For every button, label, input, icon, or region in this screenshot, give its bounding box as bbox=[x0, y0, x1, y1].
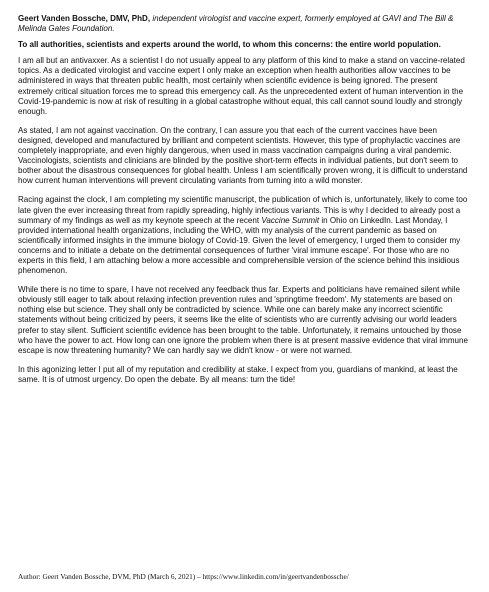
paragraph-silence: While there is no time to spare, I have not received any feedback thus far. Experts and politicians have remained silent while obviously still eager to talk about relaxing infection prevention rules and 'springtime freedom'. My statements are based on nothing else but science. They shall only be contradicted by science. While one can barely make any incorrect scientific statements without being criticized by peers, it seems like the elite of scientists who are currently advising our world leaders prefer to stay silent. Sufficient scientific evidence has been brought to the table. Unfortunately, it remains untouched by those who have the power to act. How long can one ignore the problem when there is at present massive evidence that viral immune escape is now threatening humanity? We can hardly say we didn't know - or were not warned. bbox=[18, 285, 468, 355]
author-name: Geert Vanden Bossche, DMV, PhD, bbox=[18, 14, 151, 23]
letter-page bbox=[18, 14, 474, 394]
racing-text-after: in Ohio on LinkedIn. Last Monday, I provided international health organizations, including the WHO, with my analysis of the current pandemic as based on scientifically informed insights in the immune biology of Covid-19. Given the level of emergency, I urged them to consider my concerns and to initiate a debate on the detrimental consequences of further 'viral immune escape'. For those who are no experts in this field, I am attaching below a more accessible and comprehensible version of the science behind this insidious phenomenon. bbox=[18, 215, 461, 276]
author-role: independent virologist and vaccine expert, formerly employed at GAVI and The Bill & Melinda Gates Foundation. bbox=[18, 14, 454, 34]
letter-header bbox=[18, 14, 474, 34]
racing-text-before: Racing against the clock, I am completing my scientific manuscript, the publication of which is, unfortunately, likely to come too late given the ever increasing threat from rapidly spreading, highly infectious variants. This is why I decided to already post a summary of my findings as well as my keynote speech at the recent bbox=[18, 195, 468, 225]
author-footer: Author: Geert Vanden Bossche, DVM, PhD (March 6, 2021) – https://www.linkedin.com/in/geertvandenbossche/ bbox=[18, 572, 349, 581]
paragraph-intro: I am all but an antivaxxer. As a scientist I do not usually appeal to any platform of this kind to make a stand on vaccine-related topics. As a dedicated virologist and vaccine expert I only make an exception when health authorities allow vaccines to be administered in ways that threaten public health, most certainly when scientific evidence is being ignored. The present extremely critical situation forces me to spread this emergency call. As the unprecedented extent of human intervention in the Covid-19-pandemic is now at risk of resulting in a global catastrophe without equal, this call cannot sound loudly and strongly enough. bbox=[18, 56, 465, 116]
vaccine-summit-emphasis: Vaccine Summit bbox=[261, 215, 320, 225]
paragraph-closing: In this agonizing letter I put all of my reputation and credibility at stake. I expect from you, guardians of mankind, at least the same. It is of utmost urgency. Do open the debate. By all means: turn the tide! bbox=[18, 364, 458, 384]
letter-address: To all authorities, scientists and experts around the world, to whom this concerns: the entire world population. bbox=[18, 40, 441, 50]
paragraph-racing bbox=[18, 195, 474, 276]
paragraph-stance: As stated, I am not against vaccination. On the contrary, I can assure you that each of the current vaccines have been designed, developed and manufactured by brilliant and competent scientists. However, this type of prophylactic vaccines are completely inappropriate, and even highly dangerous, when used in mass vaccination campaigns during a viral pandemic. Vaccinologists, scientists and clinicians are blinded by the positive short-term effects in individual patients, but don't seem to bother about the disastrous consequences for global health. Unless I am scientifically proven wrong, it is difficult to understand how current human interventions will prevent circulating variants from turning into a wild monster. bbox=[18, 125, 468, 186]
